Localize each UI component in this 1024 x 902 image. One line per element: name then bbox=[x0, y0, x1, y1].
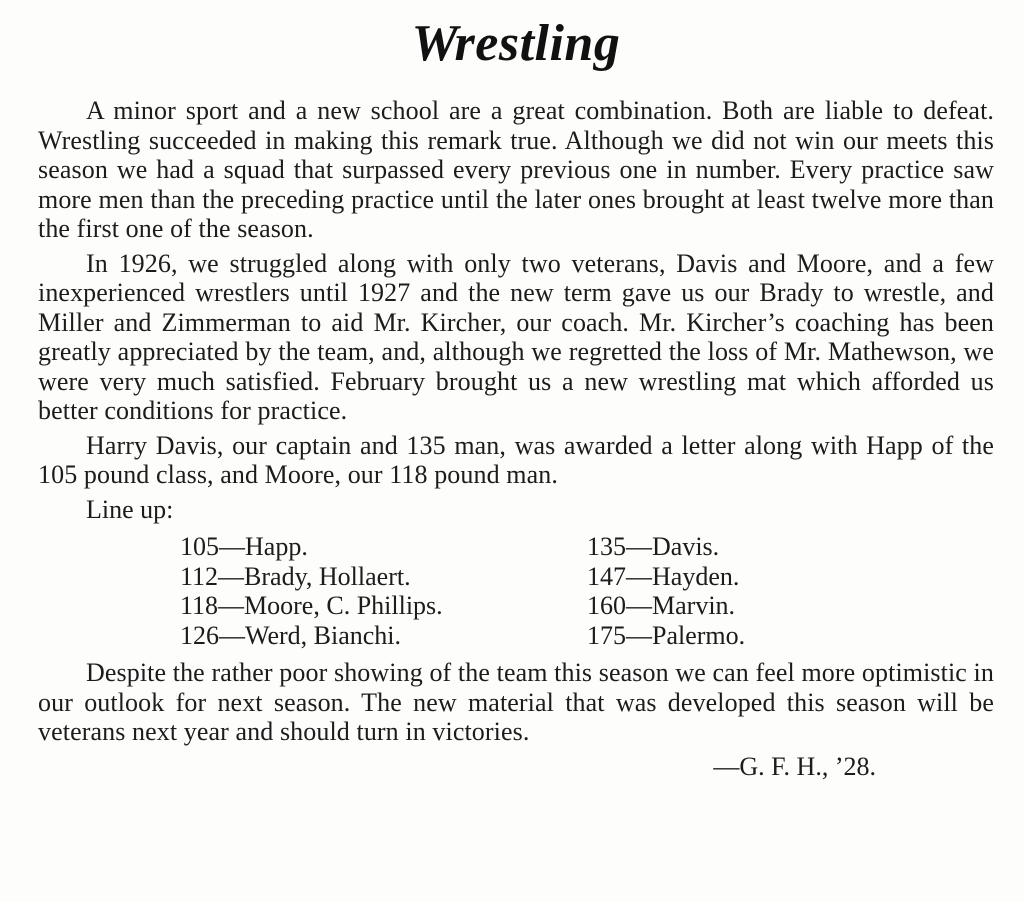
paragraph-intro: A minor sport and a new school are a great combination. Both are liable to defeat. Wrestling succeeded in making this remark true. Although we did not win our meets this season we had a squad that surpassed every previous one in number. Every practice saw more men than the preceding practice until the later ones brought at least twelve more than the first one of the season. bbox=[38, 96, 994, 243]
lineup-entry: 135—Davis. bbox=[587, 532, 720, 561]
lineup-column-right bbox=[587, 532, 994, 650]
page-title: Wrestling bbox=[411, 15, 621, 72]
lineup-column-left bbox=[180, 532, 587, 650]
lineup-entry: 160—Marvin. bbox=[587, 591, 736, 620]
lineup-entry: 147—Hayden. bbox=[587, 561, 740, 591]
lineup-label: Line up: bbox=[86, 494, 174, 524]
paragraph-history: In 1926, we struggled along with only two veterans, Davis and Moore, and a few inexperienced wrestlers until 1927 and the new term gave us our Brady to wrestle, and Miller and Zimmerman to aid Mr. Kircher, our coach. Mr. Kircher’s coaching has been greatly appreciated by the team, and, although we regretted the loss of Mr. Mathewson, we were very much satisfied. February brought us a new wrestling mat which afforded us better conditions for practice. bbox=[38, 248, 994, 425]
lineup-entry: 126—Werd, Bianchi. bbox=[180, 620, 402, 650]
lineup-table bbox=[180, 532, 994, 650]
lineup-entry: 175—Palermo. bbox=[587, 620, 746, 650]
author-signature: —G. F. H., ’28. bbox=[713, 751, 876, 781]
lineup-entry: 105—Happ. bbox=[180, 532, 308, 561]
paragraph-closing: Despite the rather poor showing of the team this season we can feel more optimistic in our outlook for next season. The new material that was developed this season will be veterans next year and should turn in victories. bbox=[38, 658, 994, 746]
paragraph-letters: Harry Davis, our captain and 135 man, was awarded a letter along with Happ of the 105 pound class, and Moore, our 118 pound man. bbox=[38, 430, 994, 489]
lineup-entry: 118—Moore, C. Phillips. bbox=[180, 591, 443, 620]
lineup-entry: 112—Brady, Hollaert. bbox=[180, 561, 411, 591]
